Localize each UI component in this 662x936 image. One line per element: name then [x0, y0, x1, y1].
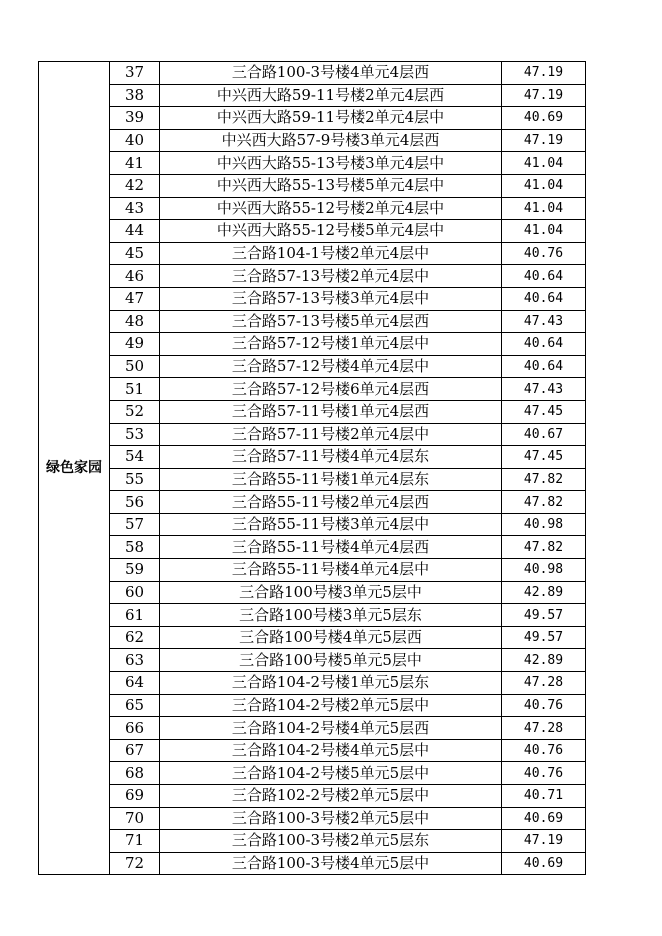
row-number-cell: 50: [110, 355, 160, 378]
table-row: [39, 62, 586, 85]
area-cell: 40.64: [502, 333, 586, 356]
area-cell: 40.98: [502, 513, 586, 536]
address-cell: 三合路104-2号楼4单元5层西: [160, 717, 502, 740]
row-number-cell: 66: [110, 717, 160, 740]
row-number-cell: 41: [110, 152, 160, 175]
area-cell: 41.04: [502, 174, 586, 197]
table-row: [39, 220, 586, 243]
row-number-cell: 38: [110, 84, 160, 107]
address-cell: 三合路102-2号楼2单元5层中: [160, 785, 502, 808]
area-cell: 47.19: [502, 129, 586, 152]
address-cell: 三合路57-13号楼2单元4层中: [160, 265, 502, 288]
address-cell: 三合路55-11号楼4单元4层中: [160, 559, 502, 582]
row-number-cell: 70: [110, 807, 160, 830]
area-cell: 47.28: [502, 717, 586, 740]
area-cell: 40.69: [502, 807, 586, 830]
row-number-cell: 56: [110, 491, 160, 514]
row-number-cell: 45: [110, 242, 160, 265]
row-number-cell: 72: [110, 852, 160, 875]
table-row: [39, 446, 586, 469]
area-cell: 47.19: [502, 84, 586, 107]
row-number-cell: 61: [110, 604, 160, 627]
row-number-cell: 58: [110, 536, 160, 559]
area-cell: 47.19: [502, 830, 586, 853]
row-number-cell: 39: [110, 107, 160, 130]
area-cell: 40.76: [502, 242, 586, 265]
table-row: [39, 174, 586, 197]
area-cell: 47.45: [502, 400, 586, 423]
address-cell: 三合路57-11号楼4单元4层东: [160, 446, 502, 469]
area-cell: 40.76: [502, 762, 586, 785]
table-row: [39, 559, 586, 582]
address-cell: 三合路57-12号楼1单元4层中: [160, 333, 502, 356]
row-number-cell: 47: [110, 287, 160, 310]
address-cell: 中兴西大路59-11号楼2单元4层中: [160, 107, 502, 130]
address-cell: 三合路104-2号楼5单元5层中: [160, 762, 502, 785]
table-row: [39, 536, 586, 559]
table-row: [39, 287, 586, 310]
address-cell: 三合路100号楼3单元5层东: [160, 604, 502, 627]
area-cell: 40.64: [502, 355, 586, 378]
address-cell: 三合路100-3号楼2单元5层中: [160, 807, 502, 830]
table-row: [39, 310, 586, 333]
address-cell: 三合路57-11号楼1单元4层西: [160, 400, 502, 423]
area-cell: 40.69: [502, 107, 586, 130]
row-number-cell: 54: [110, 446, 160, 469]
area-cell: 47.28: [502, 672, 586, 695]
row-number-cell: 62: [110, 626, 160, 649]
address-cell: 三合路55-11号楼4单元4层西: [160, 536, 502, 559]
table-row: [39, 762, 586, 785]
row-number-cell: 68: [110, 762, 160, 785]
address-cell: 中兴西大路55-12号楼2单元4层中: [160, 197, 502, 220]
row-number-cell: 51: [110, 378, 160, 401]
address-cell: 中兴西大路55-12号楼5单元4层中: [160, 220, 502, 243]
row-number-cell: 53: [110, 423, 160, 446]
table-row: [39, 852, 586, 875]
row-number-cell: 64: [110, 672, 160, 695]
area-cell: 42.89: [502, 649, 586, 672]
area-cell: 40.67: [502, 423, 586, 446]
area-cell: 42.89: [502, 581, 586, 604]
table-row: [39, 468, 586, 491]
area-cell: 47.82: [502, 491, 586, 514]
table-row: [39, 491, 586, 514]
area-cell: 49.57: [502, 604, 586, 627]
address-cell: 中兴西大路55-13号楼5单元4层中: [160, 174, 502, 197]
row-number-cell: 42: [110, 174, 160, 197]
address-cell: 三合路55-11号楼2单元4层西: [160, 491, 502, 514]
area-cell: 47.19: [502, 62, 586, 85]
area-cell: 47.82: [502, 468, 586, 491]
address-cell: 三合路100号楼5单元5层中: [160, 649, 502, 672]
housing-table-body: [39, 62, 586, 875]
table-row: [39, 333, 586, 356]
area-cell: 41.04: [502, 197, 586, 220]
address-cell: 三合路100号楼4单元5层西: [160, 626, 502, 649]
table-row: [39, 355, 586, 378]
row-number-cell: 43: [110, 197, 160, 220]
table-row: [39, 400, 586, 423]
address-cell: 三合路55-11号楼3单元4层中: [160, 513, 502, 536]
table-row: [39, 649, 586, 672]
row-number-cell: 65: [110, 694, 160, 717]
area-cell: 49.57: [502, 626, 586, 649]
row-number-cell: 59: [110, 559, 160, 582]
row-number-cell: 37: [110, 62, 160, 85]
table-row: [39, 604, 586, 627]
table-row: [39, 107, 586, 130]
row-number-cell: 40: [110, 129, 160, 152]
area-cell: 40.64: [502, 265, 586, 288]
table-row: [39, 513, 586, 536]
housing-table: [38, 61, 586, 875]
address-cell: 三合路100-3号楼4单元5层中: [160, 852, 502, 875]
table-row: [39, 785, 586, 808]
table-row: [39, 694, 586, 717]
table-row: [39, 672, 586, 695]
table-row: [39, 265, 586, 288]
row-number-cell: 44: [110, 220, 160, 243]
area-cell: 47.45: [502, 446, 586, 469]
address-cell: 三合路100-3号楼2单元5层东: [160, 830, 502, 853]
address-cell: 中兴西大路55-13号楼3单元4层中: [160, 152, 502, 175]
row-number-cell: 49: [110, 333, 160, 356]
table-row: [39, 378, 586, 401]
row-number-cell: 71: [110, 830, 160, 853]
row-number-cell: 57: [110, 513, 160, 536]
area-cell: 41.04: [502, 220, 586, 243]
row-number-cell: 69: [110, 785, 160, 808]
row-number-cell: 52: [110, 400, 160, 423]
address-cell: 三合路55-11号楼1单元4层东: [160, 468, 502, 491]
area-cell: 47.82: [502, 536, 586, 559]
row-number-cell: 46: [110, 265, 160, 288]
address-cell: 三合路104-2号楼2单元5层中: [160, 694, 502, 717]
table-row: [39, 84, 586, 107]
table-row: [39, 423, 586, 446]
address-cell: 三合路57-13号楼3单元4层中: [160, 287, 502, 310]
table-row: [39, 807, 586, 830]
address-cell: 中兴西大路59-11号楼2单元4层西: [160, 84, 502, 107]
area-cell: 40.98: [502, 559, 586, 582]
row-number-cell: 55: [110, 468, 160, 491]
table-row: [39, 717, 586, 740]
table-row: [39, 129, 586, 152]
address-cell: 三合路57-11号楼2单元4层中: [160, 423, 502, 446]
row-number-cell: 60: [110, 581, 160, 604]
address-cell: 三合路57-12号楼4单元4层中: [160, 355, 502, 378]
area-cell: 47.43: [502, 310, 586, 333]
address-cell: 三合路104-1号楼2单元4层中: [160, 242, 502, 265]
table-row: [39, 626, 586, 649]
table-row: [39, 242, 586, 265]
row-number-cell: 63: [110, 649, 160, 672]
area-cell: 40.71: [502, 785, 586, 808]
table-row: [39, 197, 586, 220]
address-cell: 三合路104-2号楼4单元5层中: [160, 739, 502, 762]
row-number-cell: 67: [110, 739, 160, 762]
address-cell: 三合路100号楼3单元5层中: [160, 581, 502, 604]
table-row: [39, 152, 586, 175]
group-label-cell: 绿色家园: [39, 62, 110, 875]
area-cell: 41.04: [502, 152, 586, 175]
area-cell: 40.76: [502, 739, 586, 762]
table-row: [39, 830, 586, 853]
area-cell: 40.69: [502, 852, 586, 875]
area-cell: 40.76: [502, 694, 586, 717]
area-cell: 40.64: [502, 287, 586, 310]
table-row: [39, 581, 586, 604]
address-cell: 三合路57-13号楼5单元4层西: [160, 310, 502, 333]
row-number-cell: 48: [110, 310, 160, 333]
address-cell: 三合路104-2号楼1单元5层东: [160, 672, 502, 695]
area-cell: 47.43: [502, 378, 586, 401]
table-row: [39, 739, 586, 762]
address-cell: 三合路100-3号楼4单元4层西: [160, 62, 502, 85]
address-cell: 中兴西大路57-9号楼3单元4层西: [160, 129, 502, 152]
address-cell: 三合路57-12号楼6单元4层西: [160, 378, 502, 401]
